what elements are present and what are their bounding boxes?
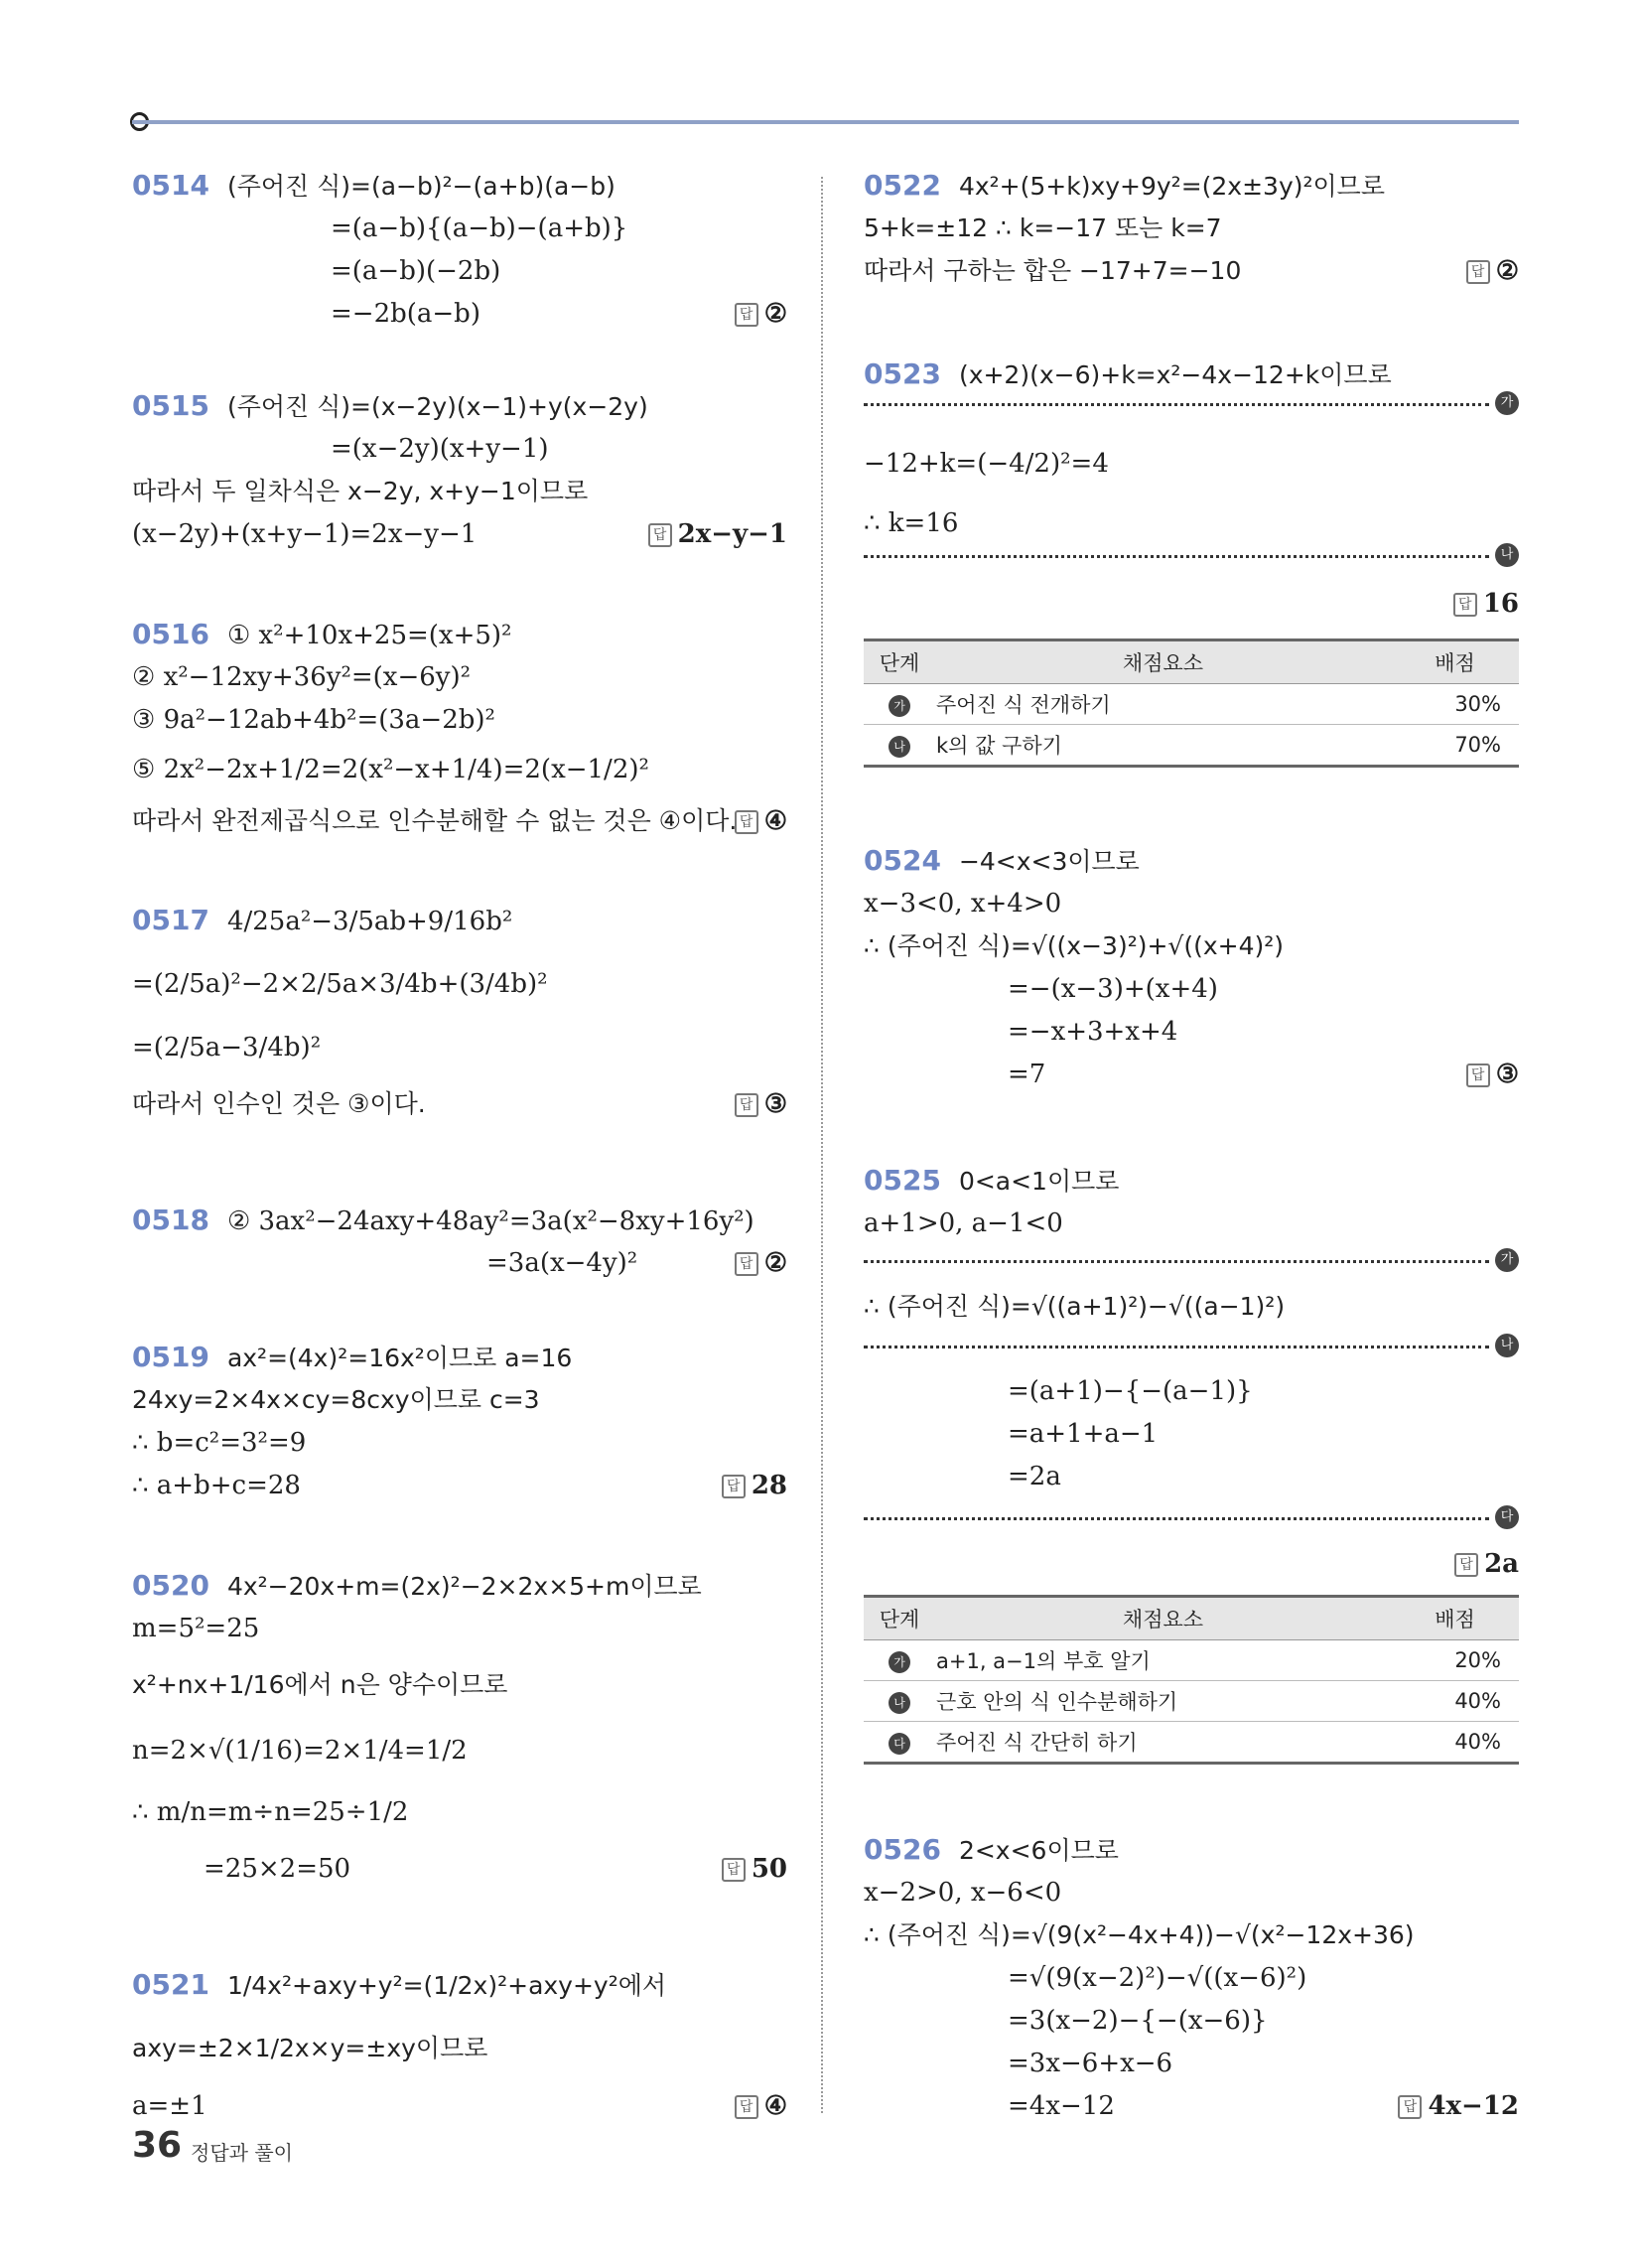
step-marker-ga: 가 — [1495, 391, 1519, 415]
answer — [735, 2089, 787, 2123]
solution-line: =(a+1)−{−(a−1)} — [1008, 1376, 1253, 1406]
solution-line: 24xy=2×4x×cy=8cxy이므로 c=3 — [132, 1385, 540, 1414]
step-badge: 나 — [889, 736, 910, 758]
solution-line: 따라서 구하는 합은 −17+7=−10 — [864, 256, 1242, 285]
solution-line: 따라서 두 일차식은 x−2y, x+y−1이므로 — [132, 477, 589, 505]
table-cell: 근호 안의 식 인수분해하기 — [935, 1681, 1391, 1722]
solution-line: =−2b(a−b) — [331, 299, 480, 329]
answer-icon: 답 — [648, 523, 672, 547]
step-divider — [864, 1517, 1489, 1520]
answer-icon: 답 — [722, 1858, 746, 1882]
table-header: 단계 — [864, 640, 935, 684]
problem-number: 0519 — [132, 1341, 209, 1373]
answer — [735, 1087, 787, 1121]
solution-line: (주어진 식)=(a−b)²−(a+b)(a−b) — [226, 172, 616, 201]
problem-number: 0524 — [864, 844, 941, 877]
solution-line: (x+2)(x−6)+k=x²−4x−12+k이므로 — [958, 360, 1392, 389]
solution-line: 따라서 완전제곱식으로 인수분해할 수 없는 것은 ④이다. — [132, 806, 738, 835]
solution-line: ∴ m/n=m÷n=25÷1/2 — [132, 1797, 409, 1827]
step-badge: 가 — [889, 1651, 910, 1673]
solution-line: ② x²−12xy+36y²=(x−6y)² — [132, 662, 472, 692]
answer-value: ④ — [763, 806, 787, 836]
answer-icon: 답 — [735, 303, 758, 327]
solution-line: =(x−2y)(x+y−1) — [331, 434, 549, 464]
step-badge: 다 — [889, 1733, 910, 1755]
table-cell: k의 값 구하기 — [935, 725, 1391, 767]
solution-line: =−(x−3)+(x+4) — [1008, 974, 1218, 1004]
step-divider — [864, 1260, 1489, 1263]
problem-number: 0517 — [132, 904, 209, 936]
problem-number: 0522 — [864, 169, 941, 202]
table-cell: 주어진 식 간단히 하기 — [935, 1722, 1391, 1764]
solution-line: ax²=(4x)²=16x²이므로 a=16 — [226, 1344, 573, 1372]
problem-number: 0518 — [132, 1204, 209, 1236]
solution-line: =3a(x−4y)² — [486, 1248, 638, 1278]
table-cell: 20% — [1391, 1640, 1519, 1681]
solution-line: ∴ (주어진 식)=√((x−3)²)+√((x+4)²) — [864, 931, 1285, 960]
solution-line: =(2/5a−3/4b)² — [132, 1033, 322, 1063]
table-cell: 30% — [1391, 684, 1519, 725]
table-header: 배점 — [1391, 640, 1519, 684]
table-cell: 70% — [1391, 725, 1519, 767]
answer-value: 2x−y−1 — [677, 519, 787, 549]
solution-line: =(a−b){(a−b)−(a+b)} — [331, 213, 628, 243]
answer — [735, 1246, 787, 1280]
problem-number: 0526 — [864, 1833, 941, 1866]
answer-value: ② — [1495, 256, 1519, 286]
answer-icon: 답 — [1454, 1553, 1478, 1577]
solution-line: 0<a<1이므로 — [958, 1167, 1120, 1196]
solution-line: ⑤ 2x²−2x+1/2=2(x²−x+1/4)=2(x−1/2)² — [132, 755, 649, 784]
answer-icon: 답 — [1398, 2095, 1422, 2119]
scoring-table — [864, 1595, 1519, 1765]
table-cell: 40% — [1391, 1722, 1519, 1764]
solution-line: 2<x<6이므로 — [958, 1836, 1119, 1865]
problem-number: 0515 — [132, 389, 209, 422]
answer-value: 50 — [751, 1854, 787, 1884]
solution-line: m=5²=25 — [132, 1614, 260, 1643]
answer-icon: 답 — [735, 810, 758, 834]
step-marker-na: 나 — [1495, 1334, 1519, 1357]
solution-line: 따라서 인수인 것은 ③이다. — [132, 1089, 426, 1118]
table-header: 채점요소 — [935, 1597, 1391, 1640]
answer-icon: 답 — [735, 1252, 758, 1276]
step-marker-da: 다 — [1495, 1505, 1519, 1529]
solution-line: x²+nx+1/16에서 n은 양수이므로 — [132, 1670, 508, 1699]
table-row — [864, 725, 1519, 767]
answer-icon: 답 — [1466, 260, 1490, 284]
solution-line: =(2/5a)²−2×2/5a×3/4b+(3/4b)² — [132, 969, 548, 999]
solution-line: =(a−b)(−2b) — [331, 256, 501, 286]
solution-line: =a+1+a−1 — [1008, 1419, 1159, 1449]
solution-line: ③ 9a²−12ab+4b²=(3a−2b)² — [132, 705, 495, 735]
solution-line: ∴ a+b+c=28 — [132, 1471, 301, 1500]
problem-number: 0523 — [864, 357, 941, 390]
table-row — [864, 1640, 1519, 1681]
table-cell: a+1, a−1의 부호 알기 — [935, 1640, 1391, 1681]
solution-line: =3x−6+x−6 — [1008, 2049, 1173, 2078]
solution-line: n=2×√(1/16)=2×1/4=1/2 — [132, 1736, 468, 1766]
problem-number: 0514 — [132, 169, 209, 202]
step-badge: 나 — [889, 1692, 910, 1714]
table-header: 배점 — [1391, 1597, 1519, 1640]
answer — [735, 297, 787, 331]
solution-line: ∴ k=16 — [864, 508, 959, 538]
solution-line: =25×2=50 — [204, 1854, 351, 1884]
answer — [648, 517, 787, 551]
answer-value: ③ — [763, 1089, 787, 1119]
solution-line: a=±1 — [132, 2091, 207, 2121]
answer — [1466, 254, 1519, 288]
solution-line: ∴ b=c²=3²=9 — [132, 1428, 307, 1458]
solution-line: =−x+3+x+4 — [1008, 1017, 1178, 1047]
solution-line: 5+k=±12 ∴ k=−17 또는 k=7 — [864, 213, 1222, 242]
answer-value: ② — [763, 299, 787, 329]
solution-line: =2a — [1008, 1462, 1061, 1491]
answer-value: 4x−12 — [1428, 2091, 1519, 2121]
solution-line: 4x²−20x+m=(2x)²−2×2x×5+m이므로 — [226, 1572, 702, 1601]
problem-number: 0525 — [864, 1164, 941, 1197]
table-row — [864, 1722, 1519, 1764]
answer-icon: 답 — [735, 2095, 758, 2119]
step-marker-ga: 가 — [1495, 1248, 1519, 1272]
answer — [1454, 1547, 1519, 1581]
page-number: 36 — [132, 2125, 183, 2166]
answer — [722, 1852, 787, 1886]
problem-number: 0521 — [132, 1968, 209, 2001]
table-header: 단계 — [864, 1597, 935, 1640]
answer-value: 16 — [1482, 589, 1519, 619]
answer-icon: 답 — [722, 1475, 746, 1498]
solution-line: x−2>0, x−6<0 — [864, 1878, 1062, 1908]
solution-line: ① x²+10x+25=(x+5)² — [226, 621, 512, 650]
answer-icon: 답 — [735, 1093, 758, 1117]
answer — [722, 1469, 787, 1502]
step-badge: 가 — [889, 695, 910, 717]
step-divider — [864, 1346, 1489, 1348]
column-divider — [821, 177, 823, 2113]
answer-icon: 답 — [1453, 593, 1477, 617]
answer-value: ④ — [763, 2091, 787, 2121]
solution-line: =√(9(x−2)²)−√((x−6)²) — [1008, 1963, 1307, 1993]
solution-line: a+1>0, a−1<0 — [864, 1208, 1063, 1238]
answer-value: 2a — [1484, 1549, 1519, 1579]
step-divider — [864, 555, 1489, 558]
solution-line: ∴ (주어진 식)=√((a+1)²)−√((a−1)²) — [864, 1292, 1286, 1321]
solution-line: axy=±2×1/2x×y=±xy이므로 — [132, 2034, 488, 2062]
solution-line: 1/4x²+axy+y²=(1/2x)²+axy+y²에서 — [226, 1971, 667, 2000]
answer-icon: 답 — [1466, 1063, 1490, 1087]
solution-line: 4/25a²−3/5ab+9/16b² — [226, 907, 513, 936]
solution-line: =4x−12 — [1008, 2091, 1115, 2121]
solution-line: −12+k=(−4/2)²=4 — [864, 449, 1109, 479]
table-row — [864, 684, 1519, 725]
table-cell: 40% — [1391, 1681, 1519, 1722]
table-row — [864, 1681, 1519, 1722]
problem-number: 0516 — [132, 618, 209, 650]
solution-line: =7 — [1008, 1060, 1046, 1089]
header-rule — [132, 120, 1519, 124]
answer — [1466, 1058, 1519, 1091]
solution-line: (x−2y)+(x+y−1)=2x−y−1 — [132, 519, 478, 549]
answer-value: 28 — [751, 1471, 787, 1500]
table-cell: 주어진 식 전개하기 — [935, 684, 1391, 725]
answer — [1398, 2089, 1519, 2123]
solution-line: x−3<0, x+4>0 — [864, 889, 1062, 919]
solution-line: −4<x<3이므로 — [958, 847, 1140, 876]
solution-line: =3(x−2)−{−(x−6)} — [1008, 2006, 1268, 2036]
problem-number: 0520 — [132, 1569, 209, 1602]
step-marker-na: 나 — [1495, 543, 1519, 567]
footer-label: 정답과 풀이 — [191, 2141, 293, 2165]
answer — [1453, 587, 1519, 621]
table-header: 채점요소 — [935, 640, 1391, 684]
scoring-table — [864, 638, 1519, 768]
step-divider — [864, 403, 1489, 406]
answer-value: ② — [763, 1248, 787, 1278]
answer-value: ③ — [1495, 1060, 1519, 1089]
solution-line: (주어진 식)=(x−2y)(x−1)+y(x−2y) — [226, 392, 648, 421]
answer — [735, 804, 787, 838]
solution-line: ∴ (주어진 식)=√(9(x²−4x+4))−√(x²−12x+36) — [864, 1920, 1415, 1949]
solution-line: ② 3ax²−24axy+48ay²=3a(x²−8xy+16y²) — [226, 1206, 754, 1236]
solution-line: 4x²+(5+k)xy+9y²=(2x±3y)²이므로 — [958, 172, 1385, 201]
